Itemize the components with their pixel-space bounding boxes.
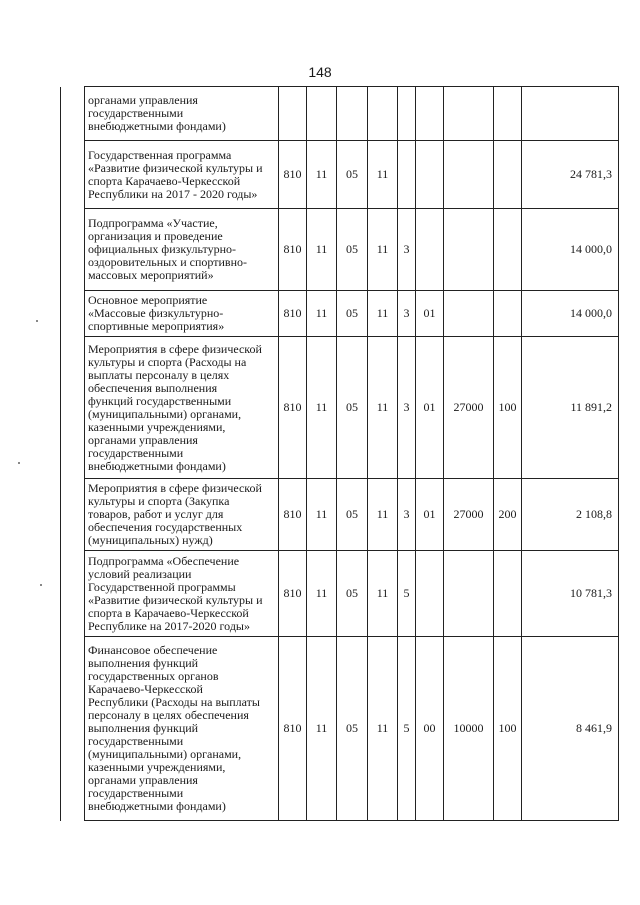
item-name: Финансовое обеспечение выполнения функций государственных органов Карачаево-Черкесской Республики (Расходы на выплаты персоналу в целях обеспечения выполнения функций государственными (муниципальными) органами, казенными учреждениями, органами управления государственными внебюджетными фондами) [88, 643, 260, 813]
table-row [61, 87, 619, 141]
code-cell: 05 [337, 141, 368, 209]
code-cell: 01 [416, 337, 444, 479]
code-cell: 810 [279, 291, 307, 337]
code-cell [416, 87, 444, 141]
table-row [61, 637, 619, 821]
code-cell: 10000 [444, 637, 494, 821]
item-name-cell [85, 141, 279, 209]
code-cell [444, 291, 494, 337]
code-cell [416, 141, 444, 209]
code-cell: 00 [416, 637, 444, 821]
code-cell: 11 [368, 337, 398, 479]
amount-cell: 14 000,0 [522, 209, 619, 291]
item-name: Государственная программа «Развитие физической культуры и спорта Карачаево-Черкесской Республики на 2017 - 2020 годы» [88, 147, 263, 201]
row-gap-cell [61, 141, 85, 209]
row-gap-cell [61, 551, 85, 637]
code-cell: 11 [307, 141, 337, 209]
item-name: Подпрограмма «Обеспечение условий реализации Государственной программы «Развитие физической культуры и спорта в Карачаево-Черкесской Республике на 2017-2020 годы» [88, 553, 263, 633]
row-gap-cell [61, 337, 85, 479]
amount-cell: 8 461,9 [522, 637, 619, 821]
code-cell [494, 291, 522, 337]
item-name: Мероприятия в сфере физической культуры и спорта (Расходы на выплаты персоналу в целях обеспечения выполнения функций государственными (муниципальными) органами, казенными учреждениями, органами управления государственными внебюджетными фондами) [88, 341, 262, 473]
code-cell: 3 [398, 337, 416, 479]
row-gap-cell [61, 209, 85, 291]
code-cell: 100 [494, 337, 522, 479]
code-cell: 11 [307, 551, 337, 637]
code-cell: 200 [494, 479, 522, 551]
item-name: Подпрограмма «Участие, организация и проведение официальных физкультурно- оздоровительных и спортивно- массовых мероприятий» [88, 216, 247, 282]
table-row [61, 479, 619, 551]
code-cell: 11 [307, 637, 337, 821]
item-name-cell [85, 87, 279, 141]
table-body [61, 87, 619, 821]
code-cell [398, 87, 416, 141]
code-cell: 11 [368, 637, 398, 821]
code-cell [444, 87, 494, 141]
item-name-cell [85, 209, 279, 291]
code-cell [494, 141, 522, 209]
code-cell: 810 [279, 337, 307, 479]
page-number: 148 [308, 64, 332, 80]
code-cell: 5 [398, 637, 416, 821]
row-gap-cell [61, 479, 85, 551]
code-cell: 11 [368, 479, 398, 551]
code-cell: 05 [337, 291, 368, 337]
amount-cell: 10 781,3 [522, 551, 619, 637]
amount-cell: 2 108,8 [522, 479, 619, 551]
code-cell: 01 [416, 291, 444, 337]
amount-cell: 24 781,3 [522, 141, 619, 209]
table-row [61, 141, 619, 209]
scan-speck [18, 462, 20, 464]
code-cell [337, 87, 368, 141]
amount-cell: 11 891,2 [522, 337, 619, 479]
code-cell: 810 [279, 637, 307, 821]
item-name-cell [85, 551, 279, 637]
code-cell: 810 [279, 479, 307, 551]
code-cell [279, 87, 307, 141]
code-cell: 05 [337, 209, 368, 291]
item-name: органами управления государственными внебюджетными фондами) [88, 93, 226, 133]
table-row [61, 209, 619, 291]
code-cell: 810 [279, 141, 307, 209]
code-cell: 01 [416, 479, 444, 551]
code-cell: 11 [307, 479, 337, 551]
code-cell: 11 [307, 337, 337, 479]
code-cell: 11 [368, 209, 398, 291]
item-name-cell [85, 479, 279, 551]
code-cell: 11 [368, 551, 398, 637]
code-cell [494, 87, 522, 141]
code-cell: 11 [307, 209, 337, 291]
code-cell: 810 [279, 209, 307, 291]
scan-speck [36, 320, 38, 322]
code-cell [307, 87, 337, 141]
table-row [61, 551, 619, 637]
item-name-cell [85, 337, 279, 479]
code-cell: 3 [398, 291, 416, 337]
table-row [61, 337, 619, 479]
code-cell: 27000 [444, 479, 494, 551]
item-name-cell [85, 637, 279, 821]
code-cell: 05 [337, 551, 368, 637]
code-cell: 27000 [444, 337, 494, 479]
code-cell [368, 87, 398, 141]
code-cell [444, 141, 494, 209]
item-name-cell [85, 291, 279, 337]
code-cell [444, 209, 494, 291]
table-row [61, 291, 619, 337]
code-cell: 05 [337, 637, 368, 821]
amount-cell: 14 000,0 [522, 291, 619, 337]
budget-table [60, 86, 619, 821]
row-gap-cell [61, 637, 85, 821]
code-cell [416, 209, 444, 291]
amount-cell [522, 87, 619, 141]
item-name: Мероприятия в сфере физической культуры и спорта (Закупка товаров, работ и услуг для обеспечения государственных (муниципальных) нужд) [88, 481, 262, 547]
code-cell: 11 [307, 291, 337, 337]
code-cell: 05 [337, 479, 368, 551]
code-cell: 3 [398, 479, 416, 551]
code-cell: 05 [337, 337, 368, 479]
code-cell: 3 [398, 209, 416, 291]
code-cell [494, 209, 522, 291]
row-gap-cell [61, 87, 85, 141]
code-cell [494, 551, 522, 637]
item-name: Основное мероприятие «Массовые физкультурно- спортивные мероприятия» [88, 293, 225, 333]
code-cell: 11 [368, 291, 398, 337]
code-cell [444, 551, 494, 637]
row-gap-cell [61, 291, 85, 337]
code-cell: 810 [279, 551, 307, 637]
code-cell [416, 551, 444, 637]
code-cell [398, 141, 416, 209]
scan-speck [40, 584, 42, 586]
code-cell: 100 [494, 637, 522, 821]
code-cell: 11 [368, 141, 398, 209]
code-cell: 5 [398, 551, 416, 637]
